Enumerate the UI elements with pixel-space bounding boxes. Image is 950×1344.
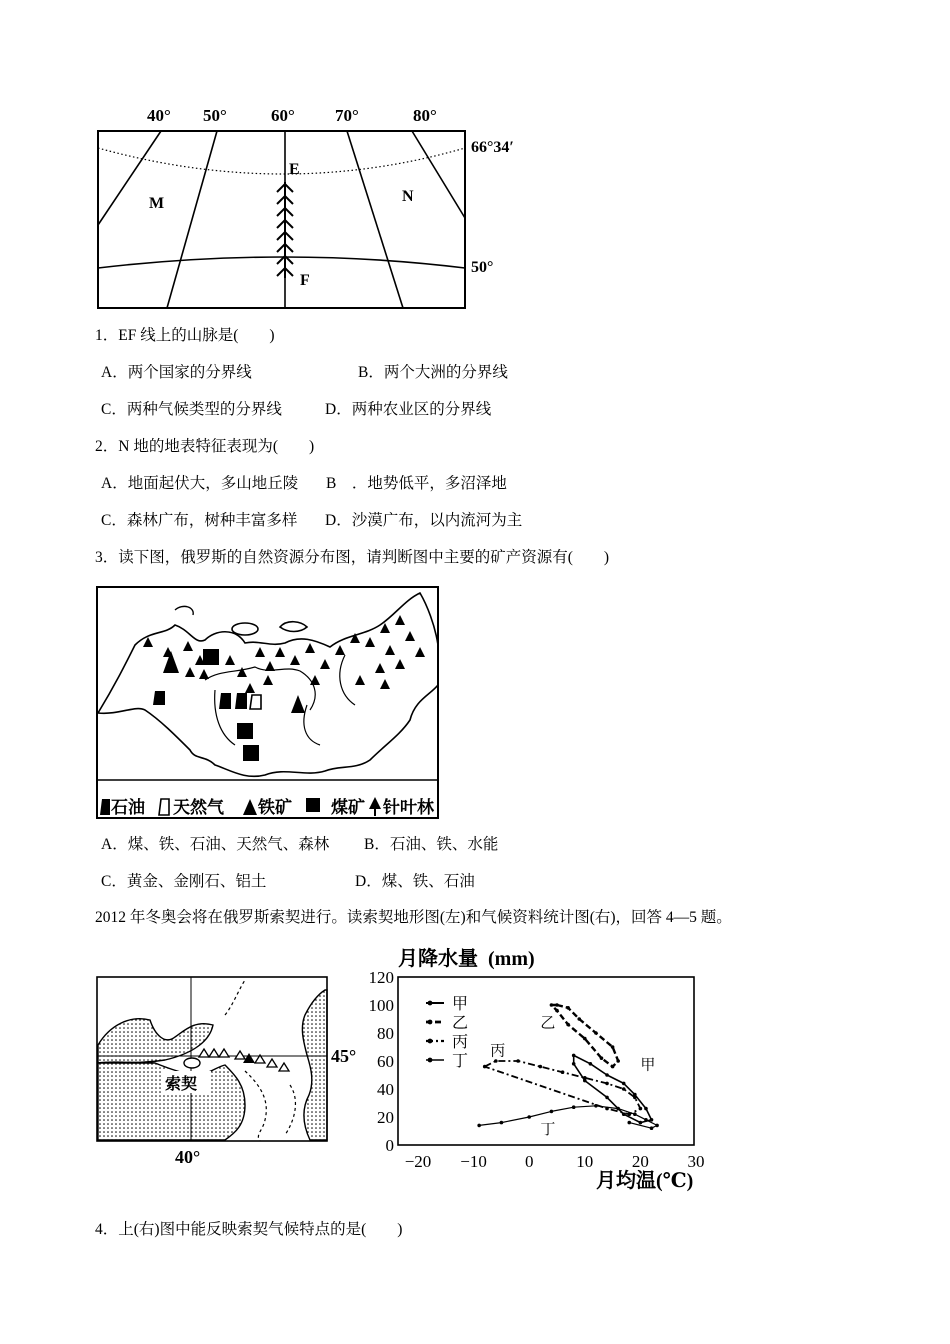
data-point bbox=[616, 1107, 620, 1111]
oil-icon bbox=[235, 693, 247, 709]
q2-option-a[interactable]: A．地面起伏大，多山地丘陵 bbox=[101, 475, 299, 492]
data-point bbox=[561, 1070, 565, 1074]
russia-resources-map bbox=[95, 585, 441, 821]
legend-gas-label: 天然气 bbox=[173, 798, 224, 817]
q4-stem: 4．上(右)图中能反映索契气候特点的是( ) bbox=[95, 1221, 403, 1238]
data-point bbox=[566, 1023, 570, 1027]
lon-80-label: 80° bbox=[413, 106, 437, 125]
arctic-circle-label: 66°34′ bbox=[471, 139, 514, 156]
x-axis-title: 月均温(℃) bbox=[596, 1170, 694, 1192]
natural-gas-icon bbox=[250, 695, 261, 709]
legend-oil-label: 石油 bbox=[111, 798, 145, 817]
data-point bbox=[577, 1017, 581, 1021]
q3-option-a[interactable]: A．煤、铁、石油、天然气、森林 bbox=[101, 836, 330, 853]
legend-gas-icon bbox=[159, 799, 169, 815]
data-point bbox=[527, 1115, 531, 1119]
data-point bbox=[633, 1112, 637, 1116]
climate-chart bbox=[360, 935, 720, 1195]
x-tick-label: 30 bbox=[687, 1152, 705, 1171]
q3-stem: 3．读下图，俄罗斯的自然资源分布图，请判断图中主要的矿产资源有( ) bbox=[95, 549, 610, 566]
data-point bbox=[639, 1121, 643, 1125]
data-point bbox=[566, 1006, 570, 1010]
legend-coal-label: 煤矿 bbox=[331, 798, 365, 817]
data-point bbox=[477, 1124, 481, 1128]
y-tick-label: 120 bbox=[368, 968, 394, 987]
ural-map bbox=[95, 100, 515, 315]
q4-5-intro: 2012 年冬奥会将在俄罗斯索契进行。读索契地形图(左)和气候资料统计图(右)，回答 4—5 题。 bbox=[95, 909, 732, 926]
coal-icon bbox=[237, 723, 253, 739]
q2-option-c[interactable]: C．森林广布，树种丰富多样 bbox=[101, 512, 298, 529]
data-point bbox=[500, 1121, 504, 1125]
curve-label: 甲 bbox=[640, 1057, 656, 1074]
data-point bbox=[611, 1045, 615, 1049]
curve-label: 乙 bbox=[540, 1015, 556, 1032]
data-point bbox=[622, 1087, 626, 1091]
sochi-terrain-map bbox=[95, 975, 395, 1175]
data-point bbox=[605, 1082, 609, 1086]
data-point bbox=[594, 1104, 598, 1108]
data-point bbox=[616, 1059, 620, 1063]
data-point bbox=[605, 1096, 609, 1100]
sochi-label: 索契 bbox=[165, 1076, 198, 1093]
legend-marker bbox=[428, 1039, 433, 1044]
map-frame bbox=[98, 131, 465, 308]
series-line-2 bbox=[551, 1005, 618, 1067]
legend-label: 乙 bbox=[452, 1015, 469, 1032]
q1-option-d[interactable]: D．两种农业区的分界线 bbox=[325, 401, 492, 418]
legend-label: 丁 bbox=[452, 1053, 469, 1070]
data-point bbox=[594, 1031, 598, 1035]
data-point bbox=[550, 1003, 554, 1007]
q3-option-c[interactable]: C．黄金、金刚石、铝土 bbox=[101, 873, 267, 890]
y-tick-label: 60 bbox=[377, 1052, 394, 1071]
data-point bbox=[655, 1124, 659, 1128]
x-tick-label: 0 bbox=[524, 1152, 534, 1171]
lon-70-label: 70° bbox=[335, 106, 359, 125]
data-point bbox=[633, 1096, 637, 1100]
x-tick-label: 10 bbox=[576, 1152, 594, 1171]
lat-45-label: 45° bbox=[331, 1046, 357, 1066]
legend-forest-label: 针叶林 bbox=[383, 798, 434, 817]
legend-marker bbox=[428, 1001, 433, 1006]
data-point bbox=[583, 1076, 587, 1080]
data-point bbox=[600, 1056, 604, 1060]
coal-icon bbox=[243, 745, 259, 761]
data-point bbox=[516, 1059, 520, 1063]
data-point bbox=[644, 1107, 648, 1111]
caucasus-mountain-icons bbox=[199, 1049, 289, 1071]
point-e-label: E bbox=[289, 161, 300, 178]
oil-icon bbox=[153, 691, 165, 705]
data-point bbox=[583, 1037, 587, 1041]
x-tick-label: −20 bbox=[404, 1152, 432, 1171]
data-point bbox=[627, 1121, 631, 1125]
q1-option-a[interactable]: A．两个国家的分界线 bbox=[101, 364, 252, 381]
data-point bbox=[572, 1105, 576, 1109]
legend-label: 丙 bbox=[452, 1034, 469, 1051]
series-line-3 bbox=[485, 1061, 641, 1114]
data-point bbox=[572, 1054, 576, 1058]
lon-60-label: 60° bbox=[271, 106, 295, 125]
data-point bbox=[650, 1118, 654, 1122]
region-n-label: N bbox=[402, 188, 414, 205]
q3-option-d[interactable]: D．煤、铁、石油 bbox=[355, 873, 475, 890]
q2-stem: 2．N 地的地表特征表现为( ) bbox=[95, 438, 315, 455]
data-point bbox=[555, 1003, 559, 1007]
map-frame bbox=[97, 587, 438, 818]
legend bbox=[426, 995, 468, 1070]
data-point bbox=[639, 1107, 643, 1111]
data-point bbox=[550, 1110, 554, 1114]
region-m-label: M bbox=[149, 195, 165, 212]
q2-option-b[interactable]: B ．地势低平，多沼泽地 bbox=[326, 475, 507, 492]
y-axis-title: 月降水量 (mm) bbox=[398, 948, 535, 970]
curve-label: 丙 bbox=[490, 1043, 506, 1060]
curve-label: 丁 bbox=[540, 1121, 556, 1138]
data-point bbox=[622, 1082, 626, 1086]
legend-label: 甲 bbox=[452, 996, 469, 1013]
lon-50-label: 50° bbox=[203, 106, 227, 125]
ural-mountain-symbol bbox=[277, 182, 293, 278]
data-point bbox=[622, 1112, 626, 1116]
coal-icon bbox=[203, 649, 219, 665]
data-point bbox=[572, 1062, 576, 1066]
lon-40-label: 40° bbox=[147, 106, 171, 125]
legend-coal-icon bbox=[306, 798, 320, 812]
data-point bbox=[483, 1065, 487, 1069]
y-tick-label: 40 bbox=[377, 1080, 394, 1099]
y-tick-label: 20 bbox=[377, 1108, 394, 1127]
y-tick-label: 0 bbox=[385, 1136, 394, 1155]
point-f-label: F bbox=[300, 272, 310, 289]
legend-iron-label: 铁矿 bbox=[258, 798, 292, 817]
y-tick-label: 80 bbox=[377, 1024, 394, 1043]
data-point bbox=[589, 1062, 593, 1066]
q2-option-d[interactable]: D．沙漠广布，以内流河为主 bbox=[325, 512, 523, 529]
y-tick-label: 100 bbox=[368, 996, 394, 1015]
data-point bbox=[605, 1073, 609, 1077]
lon-40-label: 40° bbox=[175, 1147, 201, 1167]
q1-option-b[interactable]: B．两个大洲的分界线 bbox=[358, 364, 508, 381]
data-point bbox=[644, 1118, 648, 1122]
q1-option-c[interactable]: C．两种气候类型的分界线 bbox=[101, 401, 282, 418]
legend-marker bbox=[428, 1058, 433, 1063]
oil-icon bbox=[219, 693, 231, 709]
data-point bbox=[611, 1065, 615, 1069]
sochi-marker bbox=[184, 1058, 200, 1068]
data-point bbox=[555, 1009, 559, 1013]
data-point bbox=[539, 1065, 543, 1069]
q1-stem: 1．EF 线上的山脉是( ) bbox=[95, 327, 275, 344]
data-point bbox=[494, 1059, 498, 1063]
legend-marker bbox=[428, 1020, 433, 1025]
x-tick-label: −10 bbox=[460, 1152, 487, 1171]
data-point bbox=[650, 1126, 654, 1130]
lat-50-label: 50° bbox=[471, 259, 494, 276]
x-tick-label: 20 bbox=[631, 1152, 649, 1171]
q3-option-b[interactable]: B．石油、铁、水能 bbox=[364, 836, 499, 853]
